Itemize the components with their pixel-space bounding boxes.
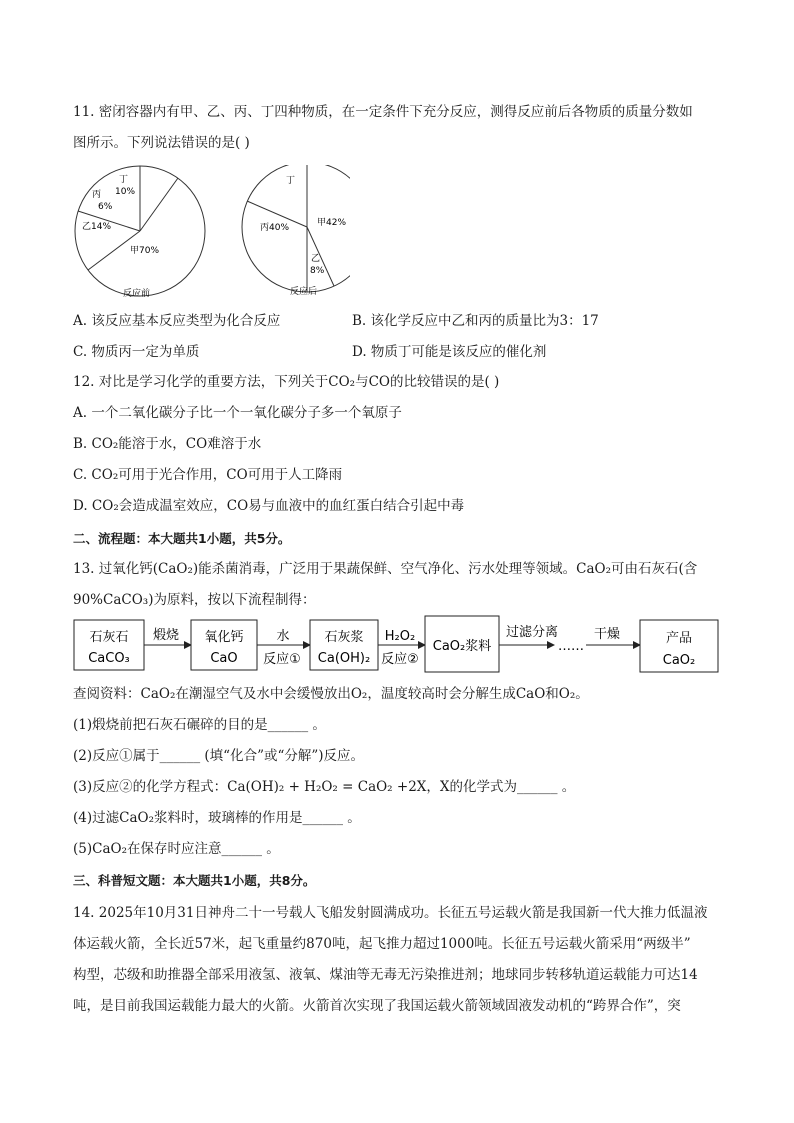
pie-before-value-ding: 10% — [115, 187, 136, 197]
q14-line2: 体运载火箭，全长近57米，起飞重量约870吨，起飞推力超过1000吨。长征五号运载火箭采用“两级半” — [73, 936, 691, 952]
q13-sub-4: (4)过滤CaO₂浆料时，玻璃棒的作用是______ 。 — [73, 810, 361, 826]
q12-option-b: B. CO₂能溶于水，CO难溶于水 — [73, 436, 262, 452]
q11-option-d: D. 物质丁可能是该反应的催化剂 — [352, 344, 547, 360]
pie-after-value-jia: 甲42% — [317, 218, 347, 228]
flow-arrow-1-label: 煅烧 — [152, 628, 180, 643]
flow-box-cao-formula: CaO — [210, 651, 238, 666]
flow-box-product-name: 产品 — [665, 631, 693, 646]
q11-option-b: B. 该化学反应中乙和丙的质量比为3：17 — [352, 313, 599, 329]
pie-after-value-yi: 8% — [310, 266, 325, 276]
flow-box-limewash-name: 石灰浆 — [324, 630, 364, 645]
pie-before-label-ding: 丁 — [119, 175, 129, 185]
q13-stem-line2: 90%CaCO₃)为原料，按以下流程制得： — [73, 592, 316, 608]
section-3-heading: 三、科普短文题：本大题共1小题，共8分。 — [73, 873, 316, 888]
pie-after-title: 反应后 — [290, 287, 318, 297]
q14-line3: 构型，芯级和助推器全部采用液氢、液氧、煤油等无毒无污染推进剂；地球同步转移轨道运载能力可达14 — [73, 967, 698, 983]
q12-option-a: A. 一个二氧化碳分子比一个一氧化碳分子多一个氧原子 — [73, 405, 402, 421]
flow-arrow-2-bottom: 反应① — [263, 652, 301, 667]
q11-pie-charts — [70, 165, 350, 300]
pie-before-value-yi: 乙14% — [82, 222, 112, 232]
q14-line4: 吨，是目前我国运载能力最大的火箭。火箭首次实现了我国运载火箭领域固液发动机的“跨界合作”，突 — [73, 998, 681, 1014]
q13-sub-3: (3)反应②的化学方程式：Ca(OH)₂ + H₂O₂ = CaO₂ +2X，X的化学式为______ 。 — [73, 779, 576, 795]
flow-box-slurry-label: CaO₂浆料 — [432, 639, 492, 654]
pie-before-value-jia: 甲70% — [130, 246, 160, 256]
pie-before — [75, 166, 205, 299]
flow-arrow-4-label: 过滤分离 — [505, 625, 559, 640]
q13-sub-2: (2)反应①属于______ (填“化合”或“分解”)反应。 — [73, 748, 365, 764]
pie-before-title: 反应前 — [123, 289, 151, 299]
q12-option-c: C. CO₂可用于光合作用，CO可用于人工降雨 — [73, 467, 343, 483]
q13-sub-5: (5)CaO₂在保存时应注意______ 。 — [73, 841, 280, 857]
pie-after — [242, 165, 350, 297]
flow-arrow-5-label: 干燥 — [593, 627, 621, 642]
section-2-heading: 二、流程题：本大题共1小题，共5分。 — [73, 531, 291, 546]
q12-stem: 12. 对比是学习化学的重要方法，下列关于CO₂与CO的比较错误的是( ) — [73, 374, 500, 390]
q13-reference-info: 查阅资料：CaO₂在潮湿空气及水中会缓慢放出O₂，温度较高时会分解生成CaO和O₂。 — [73, 686, 589, 702]
q11-stem-line1: 11. 密闭容器内有甲、乙、丙、丁四种物质，在一定条件下充分反应，测得反应前后各物质的质量分数如 — [73, 104, 693, 120]
flow-box-product-formula: CaO₂ — [662, 653, 696, 668]
flow-box-limewash-formula: Ca(OH)₂ — [317, 651, 371, 666]
flow-arrow-2-top: 水 — [276, 629, 290, 644]
q13-stem-line1: 13. 过氧化钙(CaO₂)能杀菌消毒，广泛用于果蔬保鲜、空气净化、污水处理等领域。CaO₂可由石灰石(含 — [73, 561, 698, 577]
pie-before-label-bing: 丙 — [92, 190, 102, 200]
flow-box-cao-name: 氧化钙 — [204, 630, 244, 645]
flow-box-limestone-name: 石灰石 — [89, 630, 129, 645]
pie-before-value-bing: 6% — [98, 202, 113, 212]
q13-sub-1: (1)煅烧前把石灰石碾碎的目的是______ 。 — [73, 717, 326, 733]
q14-line1: 14. 2025年10月31日神舟二十一号载人飞船发射圆满成功。长征五号运载火箭是我国新一代大推力低温液 — [73, 905, 708, 921]
flow-arrow-3-bottom: 反应② — [381, 652, 419, 667]
pie-after-value-bing: 丙40% — [260, 223, 290, 233]
flow-arrow-3-top: H₂O₂ — [384, 629, 416, 644]
q11-option-a: A. 该反应基本反应类型为化合反应 — [73, 313, 281, 329]
pie-after-label-ding: 丁 — [286, 176, 296, 186]
q11-stem-line2: 图所示。下列说法错误的是( ) — [73, 135, 250, 151]
q11-option-c: C. 物质丙一定为单质 — [73, 344, 200, 360]
q12-option-d: D. CO₂会造成温室效应，CO易与血液中的血红蛋白结合引起中毒 — [73, 498, 465, 514]
flow-box-limestone-formula: CaCO₃ — [88, 651, 130, 666]
flow-ellipsis: …… — [558, 639, 584, 654]
q13-process-flow — [70, 612, 730, 678]
pie-after-label-yi: 乙 — [311, 254, 321, 264]
pie-after-outline — [242, 165, 350, 292]
